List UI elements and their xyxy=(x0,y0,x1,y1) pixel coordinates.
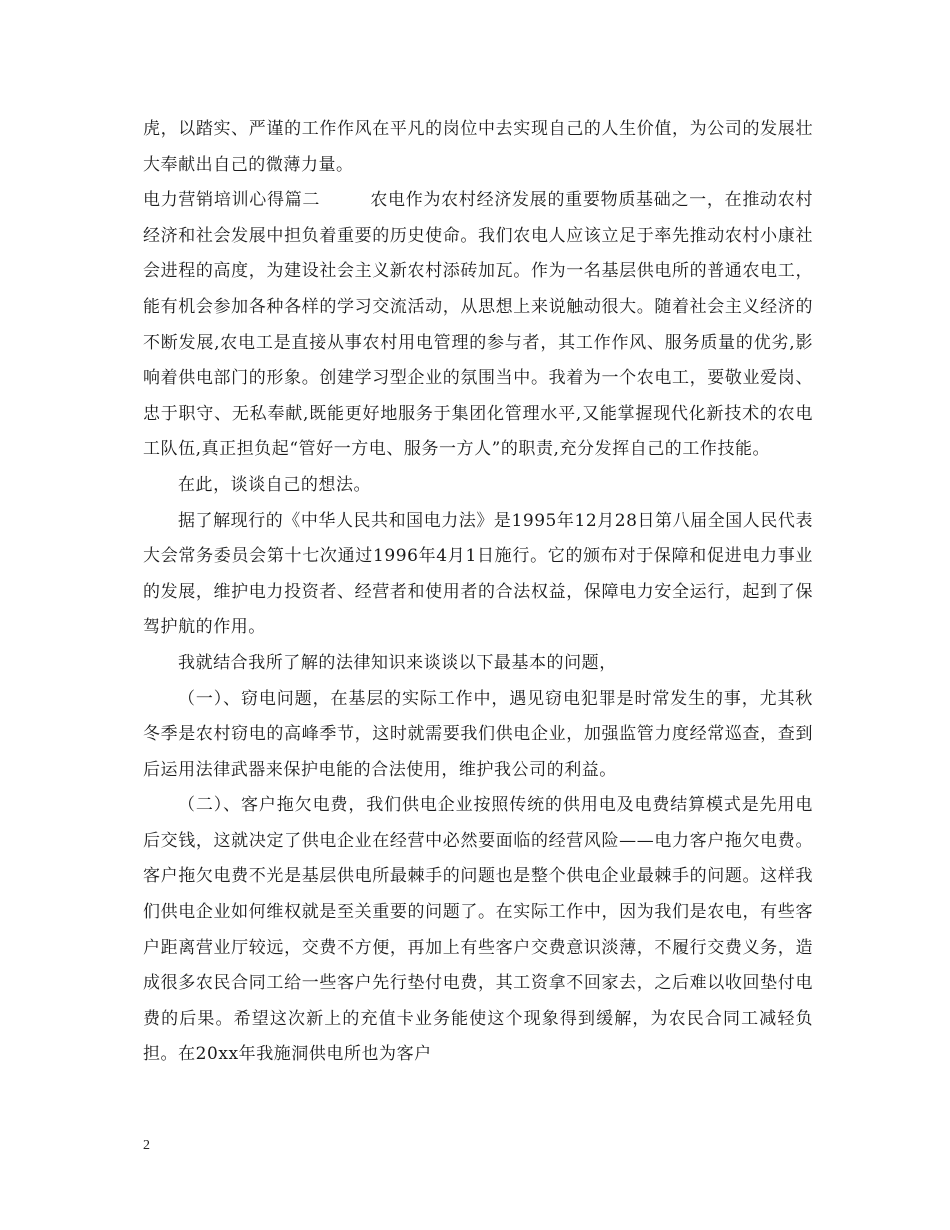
paragraph-section-two xyxy=(143,183,813,468)
paragraph-issue-one: （一）、窃电问题，在基层的实际工作中，遇见窃电犯罪是时常发生的事，尤其秋冬季是农村窃电的高峰季节，这时就需要我们供电企业，加强监管力度经常巡查，查到后运用法律武器来保护电能的合法使用，维护我公司的利益。 xyxy=(143,688,813,780)
section-two-text: 农电作为农村经济发展的重要物质基础之一，在推动农村经济和社会发展中担负着重要的历史使命。我们农电人应该立足于率先推动农村小康社会进程的高度，为建设社会主义新农村添砖加瓦。作为一名基层供电所的普通农电工，能有机会参加各种各样的学习交流活动，从思想上来说触动很大。随着社会主义经济的不断发展,农电工是直接从事农村用电管理的参与者，其工作作风、服务质量的优劣,影响着供电部门的形象。创建学习型企业的氛围当中。我着为一个农电工，要敬业爱岗、忠于职守、无私奉献,既能更好地服务于集团化管理水平,又能掌握现代化新技术的农电工队伍,真正担负起“管好一方电、服务一方人”的职责,充分发挥自己的工作技能。 xyxy=(143,190,814,460)
paragraph-electricity-law: 据了解现行的《中华人民共和国电力法》是1995年12月28日第八届全国人民代表大会常务委员会第十七次通过1996年4月1日施行。它的颁布对于保障和促进电力事业的发展，维护电力投资者、经营者和使用者的合法权益，保障电力安全运行，起到了保驾护航的作用。 xyxy=(143,510,813,638)
section-heading: 电力营销培训心得篇二 xyxy=(143,190,321,211)
paragraph-thoughts: 在此，谈谈自己的想法。 xyxy=(178,474,372,495)
paragraph-continuation: 虎，以踏实、严谨的工作作风在平凡的岗位中去实现自己的人生价值，为公司的发展壮大奉献出自己的微薄力量。 xyxy=(143,119,813,175)
paragraph-issue-two: （二）、客户拖欠电费，我们供电企业按照传统的供用电及电费结算模式是先用电后交钱，这就决定了供电企业在经营中必然要面临的经营风险——电力客户拖欠电费。客户拖欠电费不光是基层供电所最棘手的问题也是整个供电企业最棘手的问题。这样我们供电企业如何维权就是至关重要的问题了。在实际工作中，因为我们是农电，有些客户距离营业厅较远，交费不方便，再加上有些客户交费意识淡薄，不履行交费义务，造成很多农民合同工给一些客户先行垫付电费，其工资拿不回家去，之后难以收回垫付电费的后果。希望这次新上的充值卡业务能使这个现象得到缓解，为农民合同工减轻负担。在20xx年我施洞供电所也为客户 xyxy=(143,795,813,1065)
paragraph-basic-issues: 我就结合我所了解的法律知识来谈谈以下最基本的问题， xyxy=(178,652,617,673)
body-text xyxy=(143,112,813,1073)
page-number: 2 xyxy=(143,1138,150,1153)
